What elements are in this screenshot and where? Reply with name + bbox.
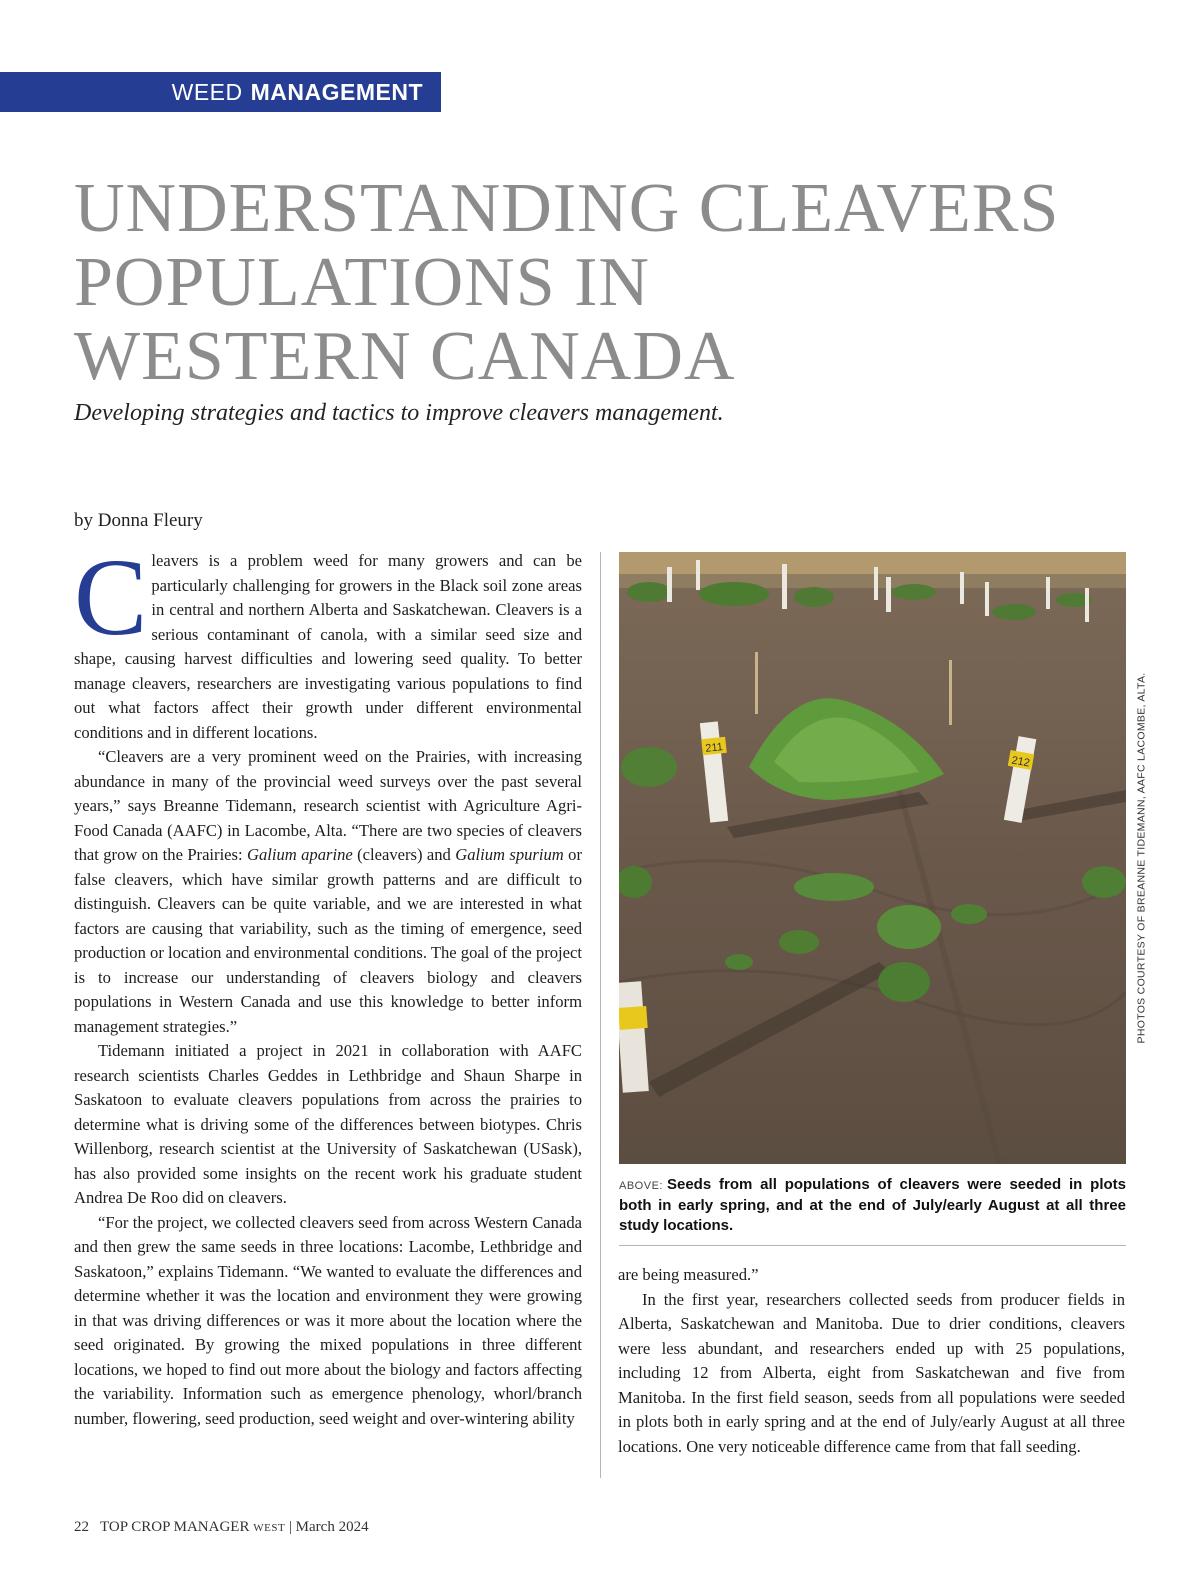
article-subtitle: Developing strategies and tactics to improve cleavers management. <box>74 400 724 426</box>
section-banner <box>0 72 441 112</box>
article-column-left <box>74 536 582 1431</box>
paragraph-text: leavers is a problem weed for many growers and can be particularly challenging for growers in the Black soil zone areas in central and northern Alberta and Saskatchewan. Cleavers is a serious contaminant of canola, with a similar seed size and shape, causing harvest difficulties and lowering seed quality. To better manage cleavers, researchers are investigating various populations to find out what factors affect their growth under different environmental conditions and in different locations. <box>74 551 582 742</box>
photo-credit <box>1133 552 1149 1164</box>
field-plot-photo <box>619 552 1126 1164</box>
stake-label: 211 <box>704 741 724 755</box>
caption-text: Seeds from all populations of cleavers were seeded in plots both in early spring, and at the end of July/early August at all three study locations. <box>619 1176 1126 1234</box>
page-footer <box>74 1519 369 1536</box>
paragraph-text: “Cleavers are a very prominent weed on the Prairies, with increasing abundance in many of the provincial weed surveys over the past several years,” says Breanne Tidemann, research scientist with Agriculture Agri-Food Canada (AAFC) in Lacombe, Alta. “There are two species of cleavers that grow on the Prairies: <box>74 747 582 864</box>
title-line: WESTERN CANADA <box>74 318 736 395</box>
section-label-bold: MANAGEMENT <box>250 78 423 105</box>
magazine-edition: WEST <box>253 1522 286 1534</box>
page-number: 22 <box>74 1519 89 1535</box>
paragraph: In the first year, researchers collected seeds from producer fields in Alberta, Saskatchewan and Manitoba. Due to drier conditions, cleavers were less abundant, and researchers ended up with 25 populations, including 12 from Alberta, eight from Saskatchewan and five from Manitoba. In the first field season, seeds from all populations were seeded in plots both in early spring and at the end of July/early August at all three locations. One very noticeable difference came from that fall seeding. <box>618 1289 1125 1456</box>
issue-date: | March 2024 <box>288 1519 369 1535</box>
species-name: Galium spurium <box>455 845 564 864</box>
paragraph: “For the project, we collected cleavers seed from across Western Canada and then grew the same seeds in three locations: Lacombe, Lethbridge and Saskatoon,” explains Tidemann. “We wanted to evaluate the differences and determine whether it was the location and environment they were growing in that was driving differences or was it more about the location where the seed originated. By growing the mixed populations in three different locations, we hoped to find out more about the biology and factors affecting the variability. Information such as emergence phenology, whorl/branch number, flowering, seed production, seed weight and over-wintering ability <box>74 1212 582 1428</box>
title-line: POPULATIONS IN <box>74 244 650 321</box>
paragraph-text: (cleavers) and <box>352 845 456 864</box>
title-line: UNDERSTANDING CLEAVERS <box>74 170 1060 247</box>
paragraph: Tidemann initiated a project in 2021 in collaboration with AAFC research scientists Charles Geddes in Lethbridge and Shaun Sharpe in Saskatoon to evaluate cleavers populations from across the prairies to determine what is driving some of the differences between biotypes. Chris Willenborg, research scientist at the University of Saskatchewan (USask), has also provided some insights on the recent work his graduate student Andrea De Roo did on cleavers. <box>74 1041 582 1207</box>
photo-credit-text: PHOTOS COURTESY OF BREANNE TIDEMANN, AAFC LACOMBE, ALTA. <box>1135 672 1147 1044</box>
species-name: Galium aparine <box>246 845 353 864</box>
section-label-light: WEED <box>171 78 243 105</box>
article-column-right <box>618 1263 1125 1459</box>
paragraph <box>74 536 582 745</box>
photo-caption <box>619 1175 1126 1236</box>
paragraph: are being measured.” <box>618 1265 759 1284</box>
stake-label: 212 <box>1010 754 1031 770</box>
magazine-name: TOP CROP MANAGER <box>99 1519 250 1535</box>
paragraph-text: or false cleavers, which have similar growth patterns and are difficult to distinguish. Cleavers can be quite variable, and we are interested in what factors are causing that variability, such as the timing of emergence, seed production or location and environmental conditions. The goal of the project is to increase our understanding of cleavers biology and cleavers populations in Western Canada and use this knowledge to better inform management strategies.” <box>74 845 582 1036</box>
column-divider <box>600 552 601 1478</box>
caption-lead: ABOVE: <box>619 1180 663 1192</box>
paragraph <box>74 745 582 1039</box>
article-title <box>74 172 1134 394</box>
byline: by Donna Fleury <box>74 510 203 531</box>
caption-divider <box>619 1245 1126 1246</box>
drop-cap: C <box>74 536 148 658</box>
